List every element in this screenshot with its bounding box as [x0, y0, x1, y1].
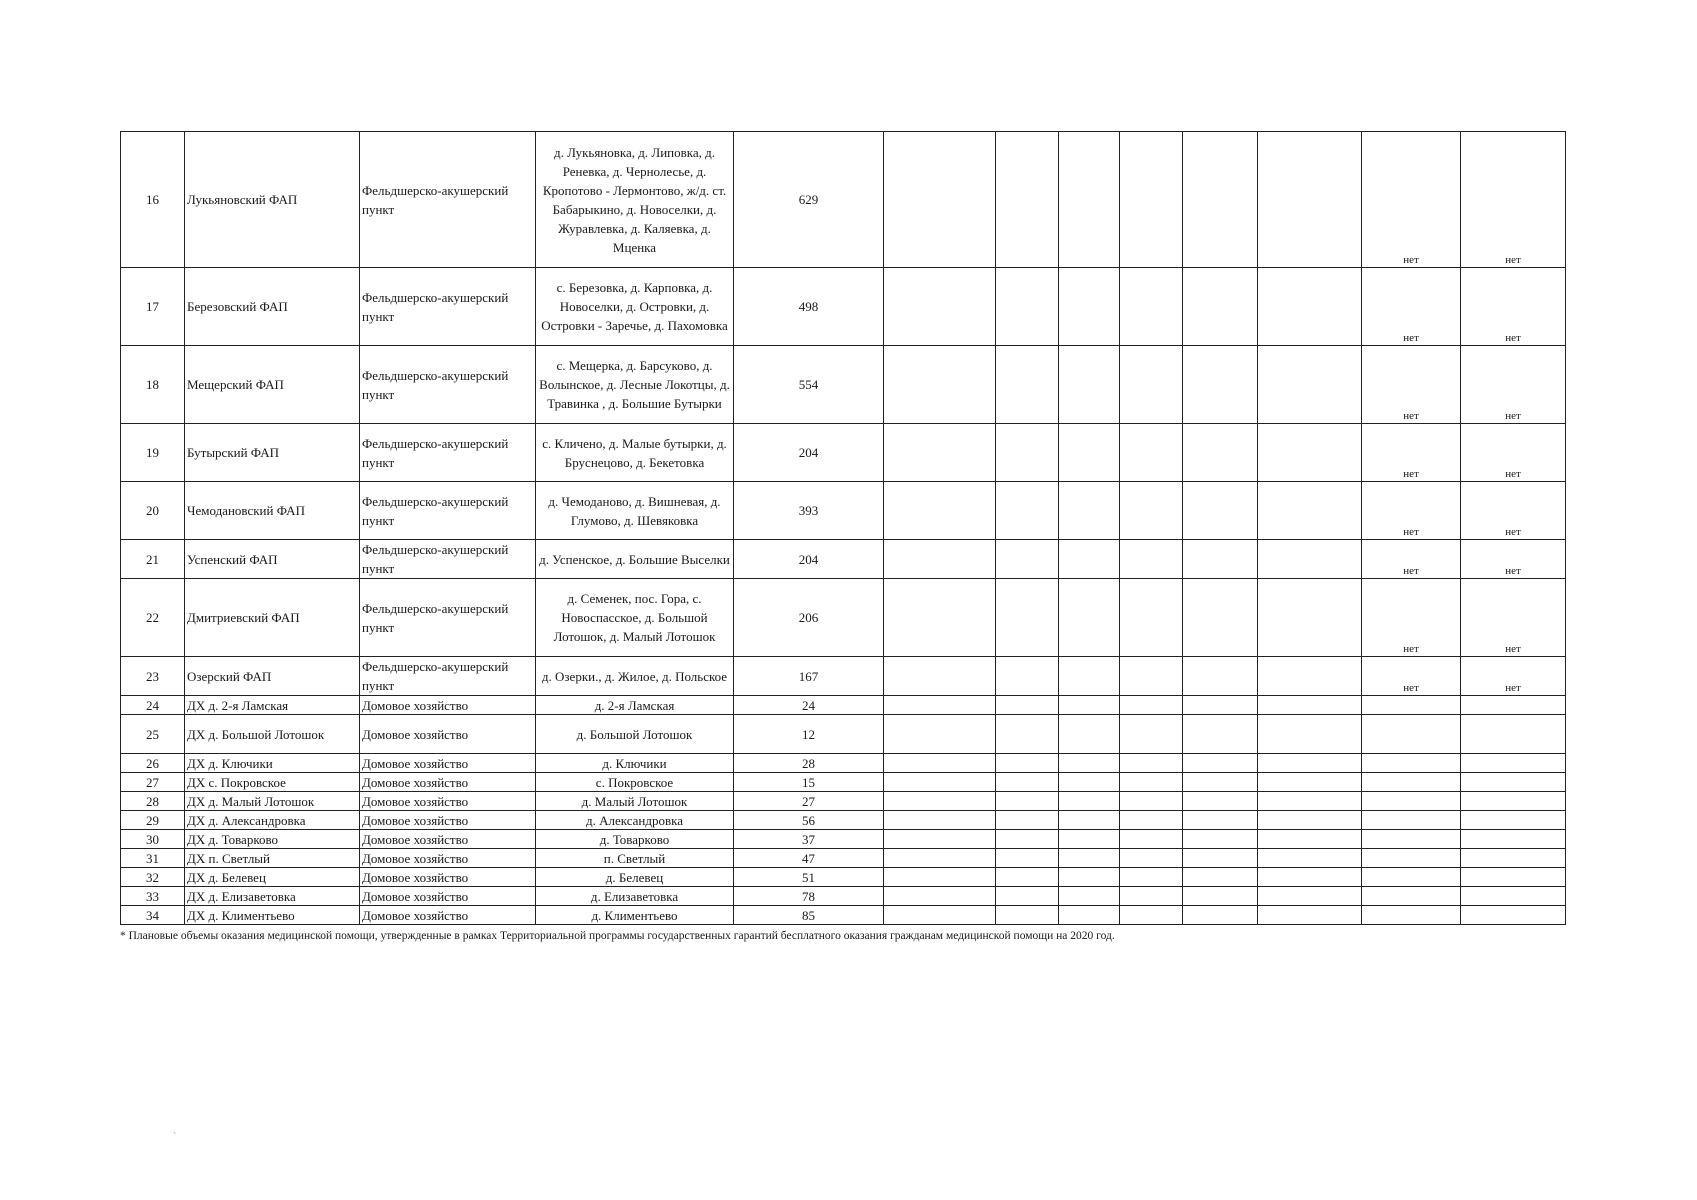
table-row	[121, 482, 1566, 540]
facility-name: Чемодановский ФАП	[185, 482, 360, 540]
facility-type: Фельдшерско-акушерский пункт	[360, 657, 536, 696]
row-number: 32	[121, 868, 185, 887]
empty-cell	[1120, 482, 1183, 540]
empty-cell	[1258, 132, 1362, 268]
empty-cell	[1183, 792, 1258, 811]
empty-cell	[1362, 792, 1461, 811]
service-area: д. Семенек, пос. Гора, с. Новоспасское, д. Большой Лотошок, д. Малый Лотошок	[536, 579, 734, 657]
no-value: нет	[1461, 346, 1566, 424]
facility-type: Домовое хозяйство	[360, 811, 536, 830]
empty-cell	[1120, 849, 1183, 868]
table-row	[121, 754, 1566, 773]
service-area: д. Александровка	[536, 811, 734, 830]
empty-cell	[1258, 868, 1362, 887]
no-value: нет	[1461, 268, 1566, 346]
facility-type: Домовое хозяйство	[360, 715, 536, 754]
no-value: нет	[1461, 482, 1566, 540]
facility-name: ДХ п. Светлый	[185, 849, 360, 868]
no-value: нет	[1362, 579, 1461, 657]
facility-type: Домовое хозяйство	[360, 830, 536, 849]
footnote: * Плановые объемы оказания медицинской помощи, утвержденные в рамках Территориальной программы государственных гарантий бесплатного оказания гражданам медицинской помощи на 2020 год.	[120, 930, 1115, 942]
facility-name: Лукьяновский ФАП	[185, 132, 360, 268]
empty-cell	[996, 868, 1059, 887]
row-number: 28	[121, 792, 185, 811]
table-row	[121, 849, 1566, 868]
empty-cell	[1120, 773, 1183, 792]
population: 37	[734, 830, 884, 849]
population: 498	[734, 268, 884, 346]
empty-cell	[1258, 906, 1362, 925]
facilities-table	[120, 131, 1566, 925]
population: 206	[734, 579, 884, 657]
empty-cell	[1183, 424, 1258, 482]
service-area: д. Озерки., д. Жилое, д. Польское	[536, 657, 734, 696]
facility-name: ДХ д. Ключики	[185, 754, 360, 773]
service-area: д. Большой Лотошок	[536, 715, 734, 754]
table-row	[121, 773, 1566, 792]
table-row	[121, 811, 1566, 830]
service-area: д. Успенское, д. Большие Выселки	[536, 540, 734, 579]
empty-cell	[1258, 268, 1362, 346]
facility-type: Фельдшерско-акушерский пункт	[360, 540, 536, 579]
facility-name: Бутырский ФАП	[185, 424, 360, 482]
empty-cell	[884, 696, 996, 715]
empty-cell	[1461, 906, 1566, 925]
row-number: 21	[121, 540, 185, 579]
population: 204	[734, 424, 884, 482]
empty-cell	[1059, 906, 1120, 925]
empty-cell	[884, 540, 996, 579]
facility-type: Домовое хозяйство	[360, 792, 536, 811]
empty-cell	[1258, 792, 1362, 811]
empty-cell	[1461, 868, 1566, 887]
empty-cell	[996, 811, 1059, 830]
empty-cell	[1183, 868, 1258, 887]
empty-cell	[1461, 696, 1566, 715]
empty-cell	[1258, 849, 1362, 868]
empty-cell	[1059, 657, 1120, 696]
empty-cell	[884, 811, 996, 830]
facility-name: Успенский ФАП	[185, 540, 360, 579]
population: 24	[734, 696, 884, 715]
service-area: д. Ключики	[536, 754, 734, 773]
empty-cell	[1258, 830, 1362, 849]
population: 629	[734, 132, 884, 268]
no-value: нет	[1362, 268, 1461, 346]
service-area: д. Белевец	[536, 868, 734, 887]
empty-cell	[996, 887, 1059, 906]
facility-type: Домовое хозяйство	[360, 696, 536, 715]
empty-cell	[1183, 830, 1258, 849]
empty-cell	[1059, 696, 1120, 715]
empty-cell	[1120, 868, 1183, 887]
empty-cell	[1258, 424, 1362, 482]
population: 78	[734, 887, 884, 906]
empty-cell	[1362, 868, 1461, 887]
row-number: 25	[121, 715, 185, 754]
empty-cell	[884, 754, 996, 773]
no-value: нет	[1461, 540, 1566, 579]
row-number: 16	[121, 132, 185, 268]
table-row	[121, 579, 1566, 657]
empty-cell	[996, 540, 1059, 579]
empty-cell	[1258, 696, 1362, 715]
service-area: с. Мещерка, д. Барсуково, д. Волынское, д. Лесные Локотцы, д. Травинка , д. Большие Бутырки	[536, 346, 734, 424]
empty-cell	[1258, 773, 1362, 792]
service-area: с. Кличено, д. Малые бутырки, д. Бруснецово, д. Бекетовка	[536, 424, 734, 482]
empty-cell	[1461, 715, 1566, 754]
facility-name: ДХ д. Большой Лотошок	[185, 715, 360, 754]
empty-cell	[1059, 268, 1120, 346]
no-value: нет	[1461, 579, 1566, 657]
empty-cell	[1183, 811, 1258, 830]
table-row	[121, 715, 1566, 754]
empty-cell	[1059, 754, 1120, 773]
population: 393	[734, 482, 884, 540]
empty-cell	[1362, 830, 1461, 849]
empty-cell	[1120, 424, 1183, 482]
empty-cell	[1461, 849, 1566, 868]
row-number: 26	[121, 754, 185, 773]
empty-cell	[1362, 715, 1461, 754]
empty-cell	[1258, 346, 1362, 424]
empty-cell	[1183, 887, 1258, 906]
empty-cell	[996, 792, 1059, 811]
empty-cell	[1362, 906, 1461, 925]
population: 28	[734, 754, 884, 773]
table-row	[121, 540, 1566, 579]
empty-cell	[1120, 657, 1183, 696]
facility-name: ДХ д. Климентьево	[185, 906, 360, 925]
empty-cell	[884, 132, 996, 268]
empty-cell	[1461, 773, 1566, 792]
facility-type: Домовое хозяйство	[360, 849, 536, 868]
facility-name: ДХ д. Елизаветовка	[185, 887, 360, 906]
empty-cell	[1120, 906, 1183, 925]
empty-cell	[884, 715, 996, 754]
facility-name: ДХ д. Белевец	[185, 868, 360, 887]
empty-cell	[1362, 696, 1461, 715]
facility-type: Фельдшерско-акушерский пункт	[360, 346, 536, 424]
facility-type: Домовое хозяйство	[360, 754, 536, 773]
table-row	[121, 696, 1566, 715]
empty-cell	[1461, 830, 1566, 849]
empty-cell	[996, 715, 1059, 754]
empty-cell	[1183, 906, 1258, 925]
table-row	[121, 792, 1566, 811]
empty-cell	[996, 696, 1059, 715]
population: 85	[734, 906, 884, 925]
empty-cell	[996, 132, 1059, 268]
empty-cell	[1258, 887, 1362, 906]
no-value: нет	[1362, 424, 1461, 482]
empty-cell	[1059, 346, 1120, 424]
facility-name: Дмитриевский ФАП	[185, 579, 360, 657]
empty-cell	[1059, 715, 1120, 754]
empty-cell	[1258, 657, 1362, 696]
empty-cell	[1120, 579, 1183, 657]
empty-cell	[1258, 540, 1362, 579]
population: 554	[734, 346, 884, 424]
empty-cell	[1183, 346, 1258, 424]
service-area: д. Товарково	[536, 830, 734, 849]
service-area: д. Климентьево	[536, 906, 734, 925]
empty-cell	[1120, 811, 1183, 830]
service-area: д. Лукьяновка, д. Липовка, д. Реневка, д. Чернолесье, д. Кропотово - Лермонтово, ж/д. ст. Бабарыкино, д. Новоселки, д. Журавлевка, д. Каляевка, д. Мценка	[536, 132, 734, 268]
empty-cell	[1258, 754, 1362, 773]
empty-cell	[1059, 424, 1120, 482]
table-row	[121, 868, 1566, 887]
service-area: д. 2-я Ламская	[536, 696, 734, 715]
empty-cell	[1362, 887, 1461, 906]
row-number: 24	[121, 696, 185, 715]
empty-cell	[1059, 849, 1120, 868]
row-number: 29	[121, 811, 185, 830]
empty-cell	[1183, 482, 1258, 540]
empty-cell	[884, 773, 996, 792]
empty-cell	[1183, 540, 1258, 579]
empty-cell	[1258, 715, 1362, 754]
empty-cell	[1059, 132, 1120, 268]
empty-cell	[884, 830, 996, 849]
empty-cell	[996, 830, 1059, 849]
empty-cell	[884, 579, 996, 657]
facility-type: Домовое хозяйство	[360, 906, 536, 925]
population: 51	[734, 868, 884, 887]
empty-cell	[884, 657, 996, 696]
empty-cell	[996, 657, 1059, 696]
empty-cell	[1183, 696, 1258, 715]
empty-cell	[996, 754, 1059, 773]
empty-cell	[1059, 811, 1120, 830]
empty-cell	[996, 849, 1059, 868]
empty-cell	[996, 482, 1059, 540]
empty-cell	[1183, 657, 1258, 696]
empty-cell	[996, 579, 1059, 657]
service-area: д. Малый Лотошок	[536, 792, 734, 811]
empty-cell	[1120, 887, 1183, 906]
table-row	[121, 424, 1566, 482]
no-value: нет	[1362, 482, 1461, 540]
no-value: нет	[1461, 424, 1566, 482]
empty-cell	[1059, 773, 1120, 792]
empty-cell	[884, 424, 996, 482]
facility-type: Фельдшерско-акушерский пункт	[360, 482, 536, 540]
no-value: нет	[1362, 657, 1461, 696]
table-row	[121, 132, 1566, 268]
empty-cell	[884, 868, 996, 887]
empty-cell	[1461, 887, 1566, 906]
population: 15	[734, 773, 884, 792]
facility-name: ДХ д. Малый Лотошок	[185, 792, 360, 811]
empty-cell	[1059, 830, 1120, 849]
facility-name: Мещерский ФАП	[185, 346, 360, 424]
empty-cell	[1362, 773, 1461, 792]
empty-cell	[1461, 811, 1566, 830]
service-area: п. Светлый	[536, 849, 734, 868]
row-number: 19	[121, 424, 185, 482]
empty-cell	[996, 424, 1059, 482]
facility-name: ДХ с. Покровское	[185, 773, 360, 792]
table-row	[121, 906, 1566, 925]
empty-cell	[1120, 132, 1183, 268]
row-number: 30	[121, 830, 185, 849]
empty-cell	[884, 346, 996, 424]
facility-name: ДХ д. 2-я Ламская	[185, 696, 360, 715]
row-number: 22	[121, 579, 185, 657]
row-number: 18	[121, 346, 185, 424]
empty-cell	[1461, 754, 1566, 773]
empty-cell	[1120, 696, 1183, 715]
table-row	[121, 346, 1566, 424]
table-row	[121, 887, 1566, 906]
empty-cell	[1258, 579, 1362, 657]
empty-cell	[1183, 715, 1258, 754]
empty-cell	[1120, 346, 1183, 424]
facility-name: ДХ д. Александровка	[185, 811, 360, 830]
empty-cell	[996, 268, 1059, 346]
facility-name: Озерский ФАП	[185, 657, 360, 696]
table-row	[121, 268, 1566, 346]
row-number: 31	[121, 849, 185, 868]
population: 27	[734, 792, 884, 811]
empty-cell	[1120, 715, 1183, 754]
empty-cell	[884, 268, 996, 346]
no-value: нет	[1362, 346, 1461, 424]
empty-cell	[996, 346, 1059, 424]
facility-type: Фельдшерско-акушерский пункт	[360, 424, 536, 482]
empty-cell	[1461, 792, 1566, 811]
empty-cell	[1120, 830, 1183, 849]
facility-type: Фельдшерско-акушерский пункт	[360, 132, 536, 268]
service-area: д. Чемоданово, д. Вишневая, д. Глумово, д. Шевяковка	[536, 482, 734, 540]
empty-cell	[884, 849, 996, 868]
facility-type: Домовое хозяйство	[360, 887, 536, 906]
empty-cell	[1362, 811, 1461, 830]
facility-type: Домовое хозяйство	[360, 868, 536, 887]
empty-cell	[1183, 754, 1258, 773]
empty-cell	[1059, 868, 1120, 887]
empty-cell	[1258, 811, 1362, 830]
no-value: нет	[1362, 132, 1461, 268]
empty-cell	[996, 773, 1059, 792]
facility-type: Фельдшерско-акушерский пункт	[360, 579, 536, 657]
row-number: 20	[121, 482, 185, 540]
table-row	[121, 657, 1566, 696]
empty-cell	[1362, 754, 1461, 773]
row-number: 23	[121, 657, 185, 696]
no-value: нет	[1461, 657, 1566, 696]
empty-cell	[1183, 268, 1258, 346]
row-number: 17	[121, 268, 185, 346]
empty-cell	[884, 887, 996, 906]
table-row	[121, 830, 1566, 849]
empty-cell	[1059, 540, 1120, 579]
service-area: с. Покровское	[536, 773, 734, 792]
facility-name: ДХ д. Товарково	[185, 830, 360, 849]
empty-cell	[884, 792, 996, 811]
service-area: с. Березовка, д. Карповка, д. Новоселки, д. Островки, д. Островки - Заречье, д. Пахомовка	[536, 268, 734, 346]
empty-cell	[1059, 579, 1120, 657]
scan-speck: ˋ	[173, 1132, 177, 1143]
population: 47	[734, 849, 884, 868]
empty-cell	[1059, 887, 1120, 906]
empty-cell	[884, 482, 996, 540]
empty-cell	[1120, 792, 1183, 811]
service-area: д. Елизаветовка	[536, 887, 734, 906]
facility-type: Домовое хозяйство	[360, 773, 536, 792]
row-number: 33	[121, 887, 185, 906]
empty-cell	[1362, 849, 1461, 868]
empty-cell	[1059, 792, 1120, 811]
population: 56	[734, 811, 884, 830]
empty-cell	[1183, 849, 1258, 868]
population: 12	[734, 715, 884, 754]
row-number: 27	[121, 773, 185, 792]
empty-cell	[1059, 482, 1120, 540]
population: 204	[734, 540, 884, 579]
row-number: 34	[121, 906, 185, 925]
empty-cell	[1120, 540, 1183, 579]
facility-name: Березовский ФАП	[185, 268, 360, 346]
no-value: нет	[1362, 540, 1461, 579]
empty-cell	[884, 906, 996, 925]
empty-cell	[1258, 482, 1362, 540]
empty-cell	[1120, 268, 1183, 346]
facility-type: Фельдшерско-акушерский пункт	[360, 268, 536, 346]
no-value: нет	[1461, 132, 1566, 268]
empty-cell	[996, 906, 1059, 925]
empty-cell	[1183, 579, 1258, 657]
empty-cell	[1183, 132, 1258, 268]
population: 167	[734, 657, 884, 696]
empty-cell	[1120, 754, 1183, 773]
empty-cell	[1183, 773, 1258, 792]
